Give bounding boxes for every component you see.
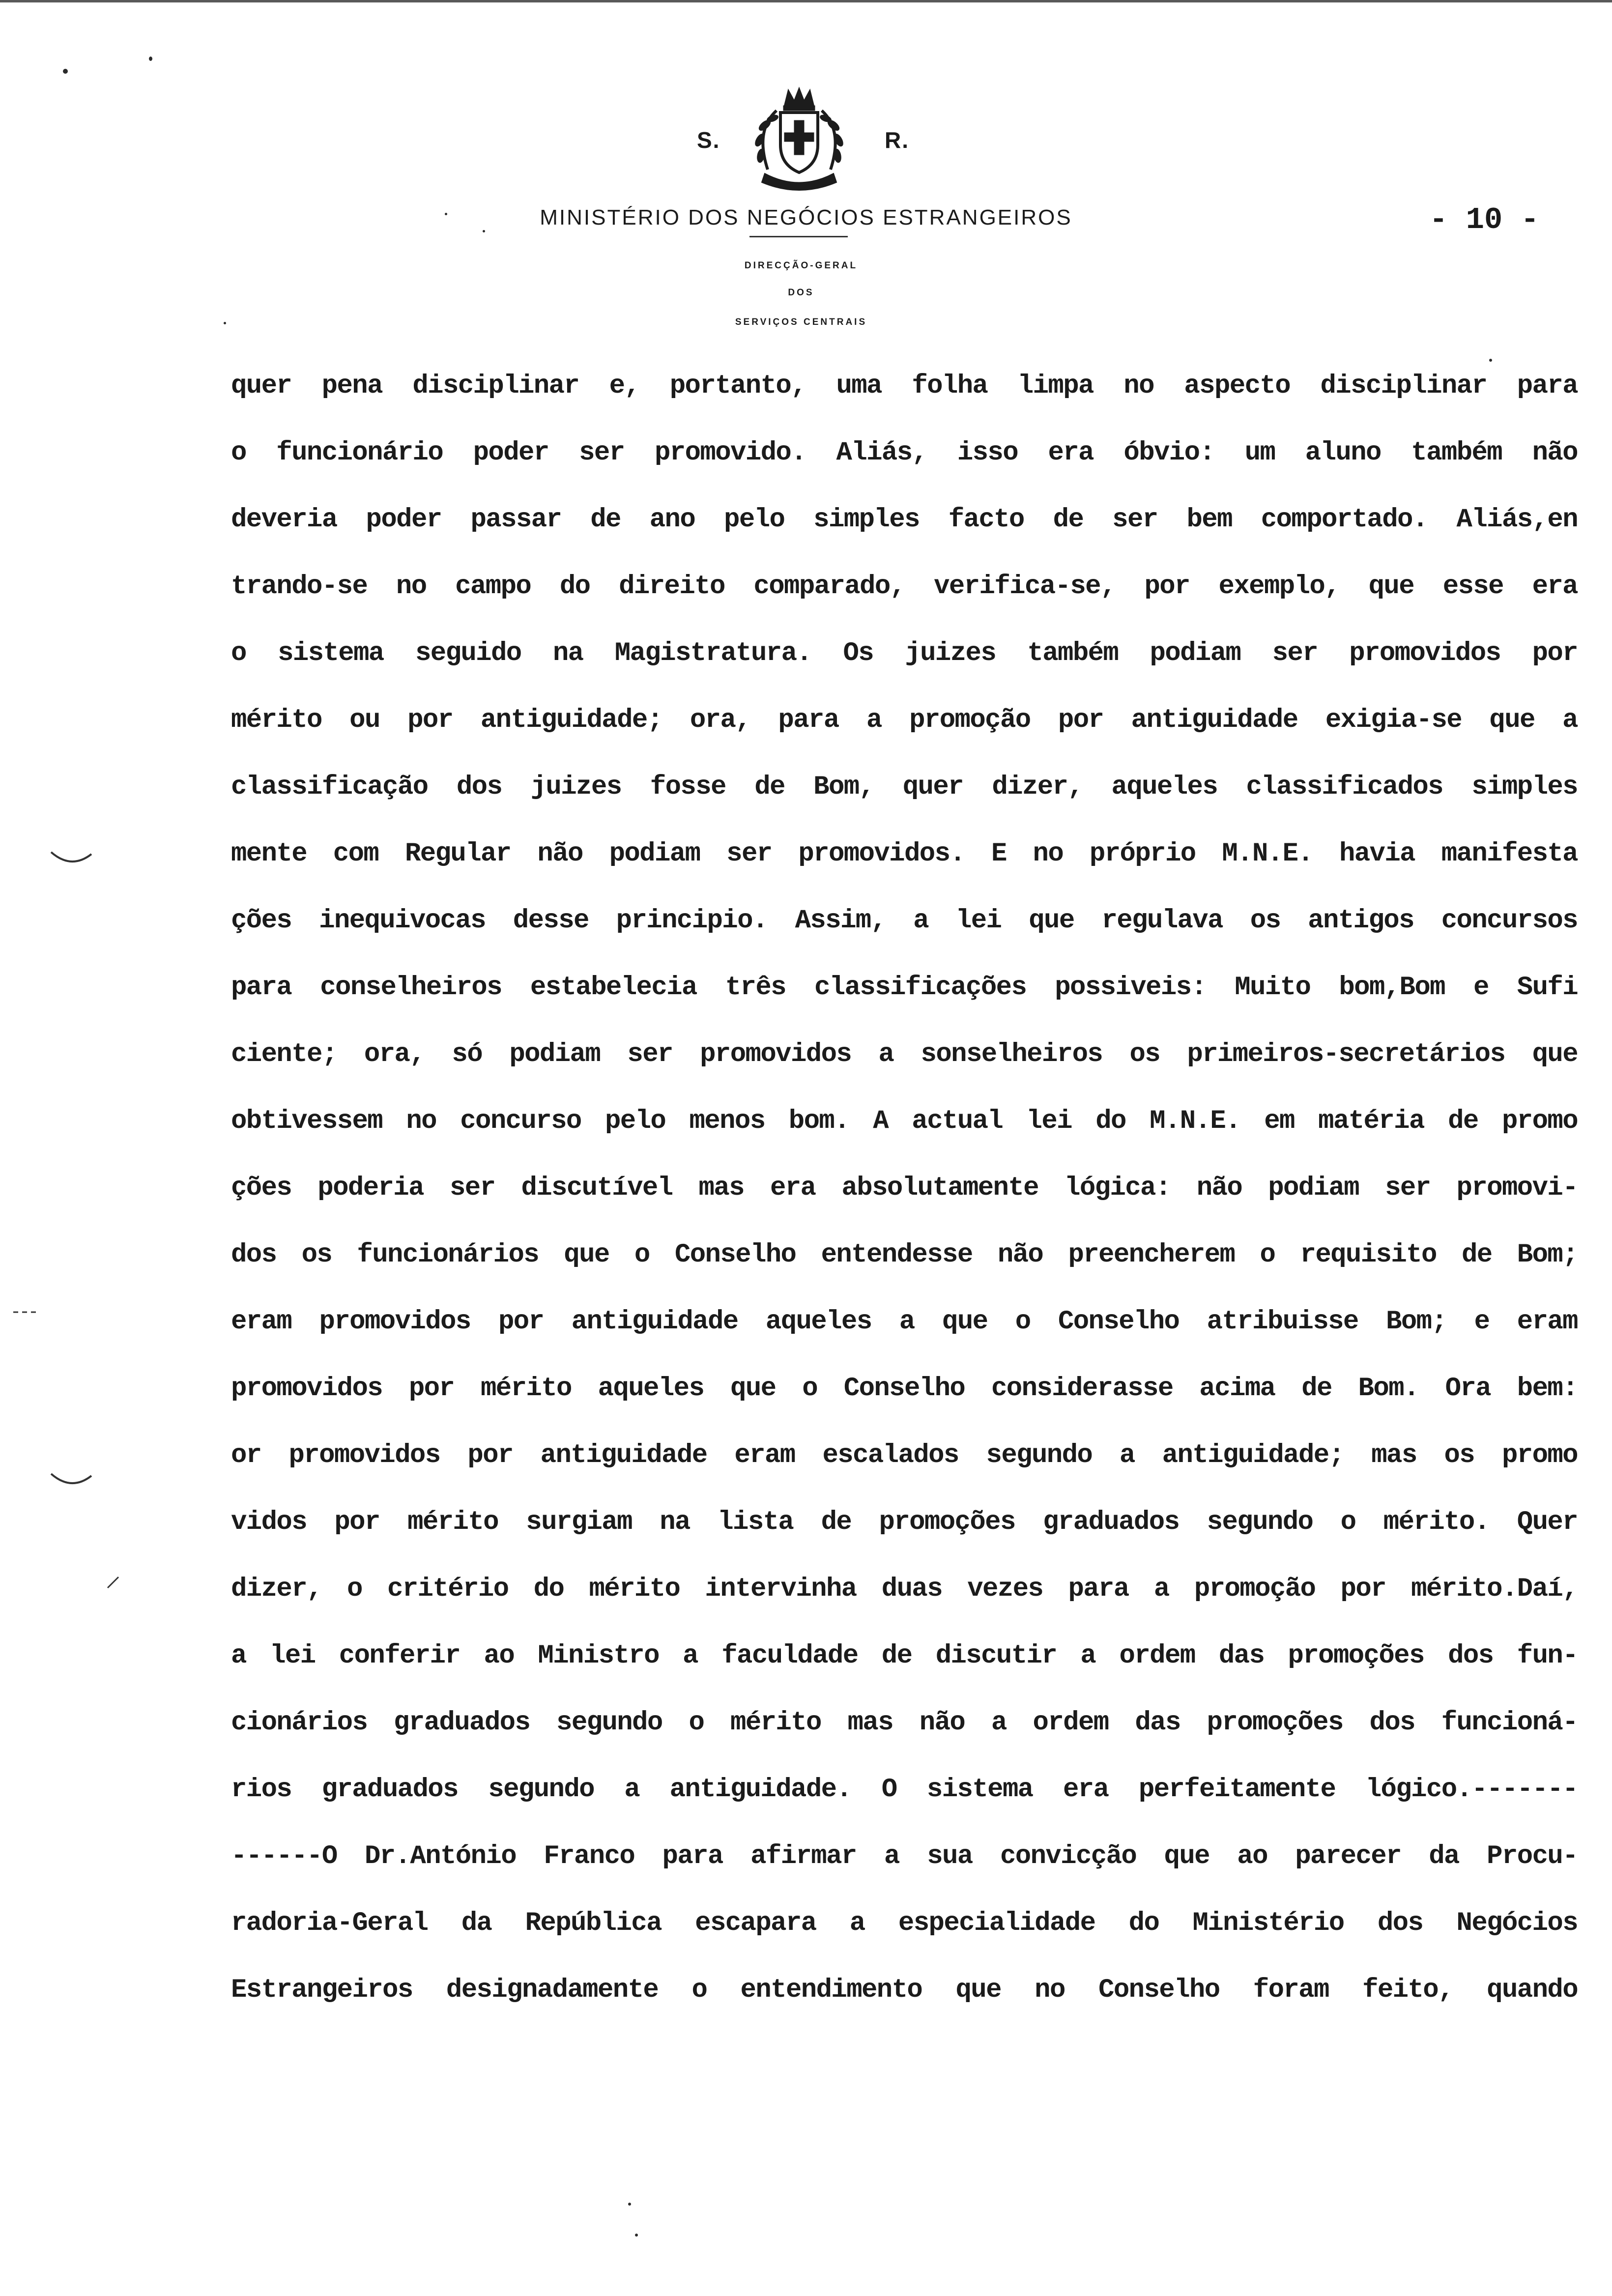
- body-line: dos os funcionários que o Conselho entendesse não preencherem o requisito de Bom;: [231, 1240, 1578, 1270]
- ministry-name: MINISTÉRIO DOS NEGÓCIOS ESTRANGEIROS: [540, 205, 1072, 230]
- body-line: trando-se no campo do direito comparado, verifica-se, por exemplo, que esse era: [231, 572, 1578, 602]
- scan-speck: [149, 57, 152, 61]
- coat-of-arms-icon: [745, 86, 853, 192]
- scan-speck: [1489, 359, 1492, 362]
- body-line: Estrangeiros designadamente o entendimento que no Conselho foram feito, quando: [231, 1975, 1578, 2005]
- page-number: - 10 -: [1429, 202, 1539, 237]
- scan-speck: [63, 69, 68, 74]
- body-line: mérito ou por antiguidade; ora, para a promoção por antiguidade exigia-se que a: [231, 705, 1578, 735]
- scan-edge-rule: [0, 0, 1612, 2]
- body-line: classificação dos juizes fosse de Bom, quer dizer, aqueles classificados simples: [231, 772, 1578, 802]
- margin-dash-mark: [12, 1310, 37, 1315]
- body-line: ciente; ora, só podiam ser promovidos a sonselheiros os primeiros-secretários que: [231, 1039, 1578, 1069]
- body-line: para conselheiros estabelecia três classificações possiveis: Muito bom,Bom e Sufi: [231, 973, 1578, 1003]
- margin-tick-mark: [49, 850, 93, 870]
- body-line: ções inequivocas desse principio. Assim, a lei que regulava os antigos concursos: [231, 906, 1578, 936]
- scan-speck: [224, 322, 226, 324]
- body-line: cionários graduados segundo o mérito mas não a ordem das promoções dos funcioná-: [231, 1708, 1578, 1738]
- body-line: deveria poder passar de ano pelo simples facto de ser bem comportado. Aliás,en: [231, 505, 1578, 535]
- body-line: o funcionário poder ser promovido. Aliás, isso era óbvio: um aluno também não: [231, 438, 1578, 468]
- body-line: obtivessem no concurso pelo menos bom. A actual lei do M.N.E. em matéria de promo: [231, 1106, 1578, 1136]
- department-line-2: DOS: [788, 287, 814, 298]
- body-line: quer pena disciplinar e, portanto, uma folha limpa no aspecto disciplinar para: [231, 371, 1578, 401]
- scan-speck: [483, 230, 485, 232]
- ministry-underline: [749, 236, 848, 237]
- scan-speck: [628, 2203, 631, 2206]
- body-line: rios graduados segundo a antiguidade. O sistema era perfeitamente lógico.-------: [231, 1775, 1578, 1805]
- body-line: o sistema seguido na Magistratura. Os juizes também podiam ser promovidos por: [231, 638, 1578, 668]
- body-line: mente com Regular não podiam ser promovidos. E no próprio M.N.E. havia manifesta: [231, 839, 1578, 869]
- body-line: dizer, o critério do mérito intervinha duas vezes para a promoção por mérito.Daí,: [231, 1574, 1578, 1604]
- body-line: ------O Dr.António Franco para afirmar a sua convicção que ao parecer da Procu-: [231, 1841, 1578, 1871]
- scan-speck: [635, 2234, 638, 2237]
- body-line: a lei conferir ao Ministro a faculdade de discutir a ordem das promoções dos fun-: [231, 1641, 1578, 1671]
- body-line: ções poderia ser discutível mas era absolutamente lógica: não podiam ser promovi-: [231, 1173, 1578, 1203]
- letterhead-left-initial: S.: [697, 127, 720, 153]
- department-line-1: DIRECÇÃO-GERAL: [744, 260, 858, 271]
- body-line: vidos por mérito surgiam na lista de promoções graduados segundo o mérito. Quer: [231, 1507, 1578, 1537]
- body-line: radoria-Geral da República escapara a especialidade do Ministério dos Negócios: [231, 1908, 1578, 1938]
- department-line-3: SERVIÇOS CENTRAIS: [735, 317, 867, 327]
- scan-speck: [445, 213, 447, 215]
- document-body: [231, 364, 1578, 2035]
- body-line: eram promovidos por antiguidade aqueles a que o Conselho atribuisse Bom; e eram: [231, 1307, 1578, 1337]
- margin-tick-mark: [49, 1472, 93, 1492]
- body-line: promovidos por mérito aqueles que o Conselho considerasse acima de Bom. Ora bem:: [231, 1374, 1578, 1404]
- letterhead-right-initial: R.: [885, 127, 909, 153]
- body-line: or promovidos por antiguidade eram escalados segundo a antiguidade; mas os promo: [231, 1440, 1578, 1470]
- margin-slash-mark: [106, 1575, 120, 1590]
